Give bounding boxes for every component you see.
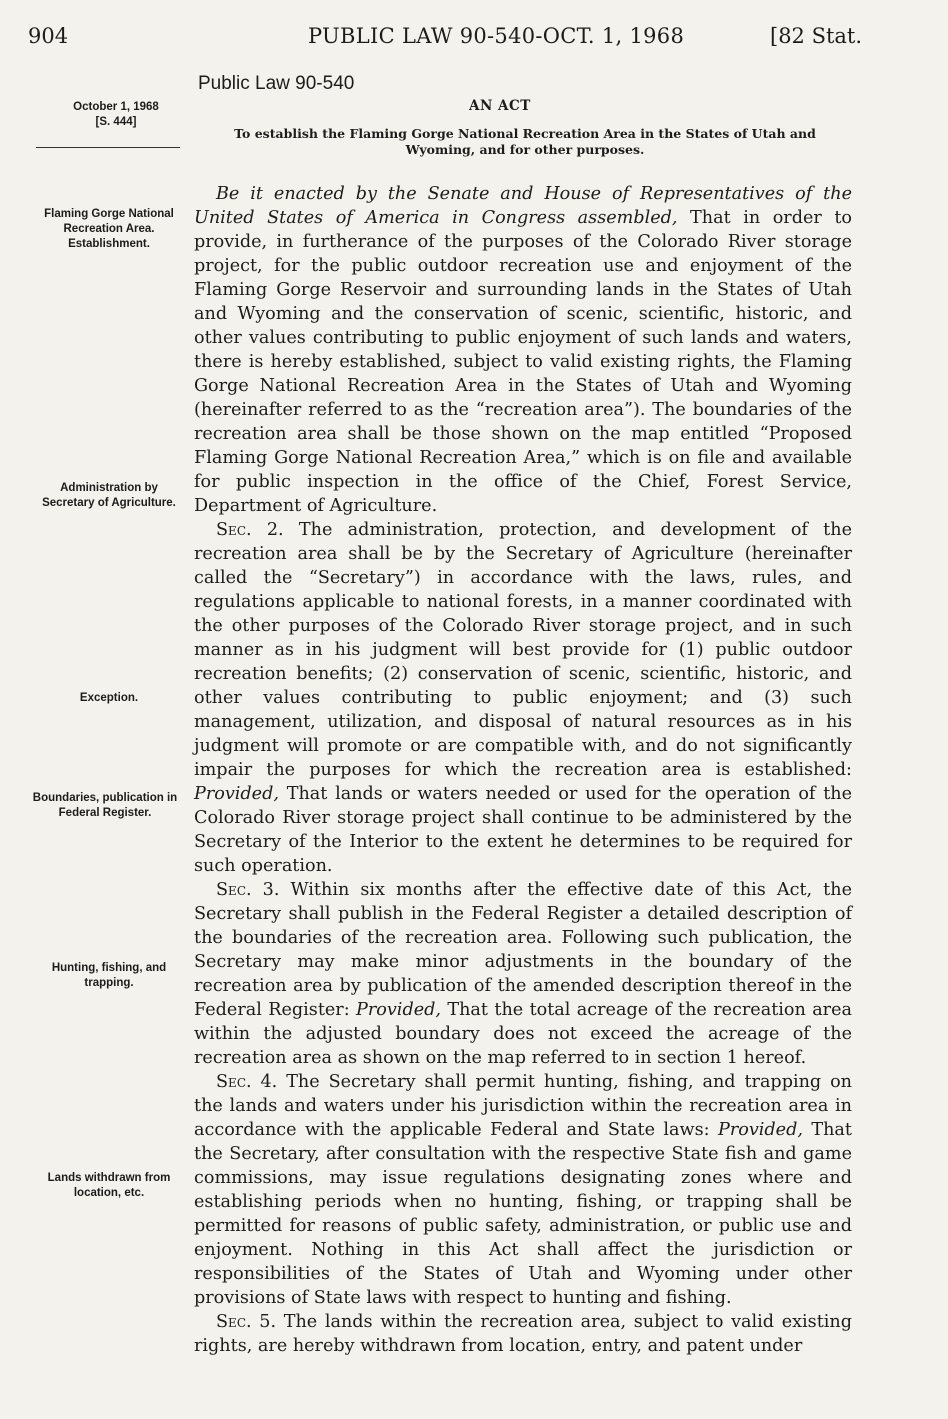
section-3	[194, 878, 852, 1070]
margin-note-administration: Administration by Secretary of Agriculture.	[42, 482, 176, 509]
margin-note-boundaries: Boundaries, publication in Federal Register.	[32, 792, 178, 819]
statute-reference: [82 Stat.	[770, 24, 863, 48]
running-title: PUBLIC LAW 90-540-OCT. 1, 1968	[308, 24, 685, 48]
proviso-label: Provided,	[194, 784, 279, 804]
section-5	[194, 1310, 852, 1358]
section-1-text: That in order to provide, in furtherance of the purposes of the Colorado River storage project, for the public outdoor recreation use and enjoyment of the Flaming Gorge Reservoir and surrounding lands in the States of Utah and Wyoming and the conservation of scenic, scientific, historic, and other values contributing to public enjoyment of such lands and waters, there is hereby established, subject to valid existing rights, the Flaming Gorge National Recreation Area in the States of Utah and Wyoming (hereinafter referred to as the “recreation area”). The boundaries of the recreation area shall be those shown on the map entitled “Proposed Flaming Gorge National Recreation Area,” which is on file and available for public inspection in the office of the Chief, Forest Service, Department of Agriculture.	[194, 208, 852, 516]
act-purpose: To establish the Flaming Gorge National Recreation Area in the States of Utah and Wyoming, and for other purposes.	[234, 126, 816, 157]
margin-divider	[36, 147, 180, 148]
act-body	[194, 182, 852, 1358]
section-3-label: Sec. 3.	[216, 880, 280, 900]
margin-note-lands-withdrawn: Lands withdrawn from location, etc.	[47, 1172, 171, 1199]
section-2-proviso-text: That lands or waters needed or used for the operation of the Colorado River storage project shall continue to be administered by the Secretary of the Interior to the extent he determines to be required for such operation.	[194, 784, 853, 876]
enactment-date: October 1, 1968	[73, 101, 159, 113]
margin-note-exception: Exception.	[79, 692, 139, 704]
section-3-proviso-text: That the total acreage of the recreation area within the adjusted boundary does not exceed the acreage of the recreation area as shown on the map referred to in section 1 hereof.	[194, 1000, 852, 1068]
section-3-text: Within six months after the effective date of this Act, the Secretary shall publish in the Federal Register a detailed description of the boundaries of the recreation area. Following such publication, the Secretary may make minor adjustments in the boundary of the recreation area by publication of the amended description thereof in the Federal Register:	[194, 880, 852, 1020]
proviso-label: Provided,	[717, 1120, 803, 1140]
page-number: 904	[28, 24, 69, 48]
enactment-date-note	[50, 100, 182, 130]
section-4-proviso-text: That the Secretary, after consultation with the respective State fish and game commissions, may issue regulations designating zones where and establishing periods when no hunting, fishing, or trapping shall be permitted for reasons of public safety, administration, or public use and enjoyment. Nothing in this Act shall affect the jurisdiction or responsibilities of the States of Utah and Wyoming under other provisions of State laws with respect to hunting and fishing.	[194, 1120, 852, 1308]
section-4	[194, 1070, 852, 1310]
bill-number: [S. 444]	[95, 116, 137, 128]
section-2-text: The administration, protection, and development of the recreation area shall be by the Secretary of Agriculture (hereinafter called the “Secretary”) in accordance with the laws, rules, and regulations applicable to national forests, in a manner coordinated with the other purposes of the Colorado River storage project, and in such manner as in his judgment will best provide for (1) public outdoor recreation benefits; (2) conservation of scenic, scientific, historic, and other values contributing to public enjoyment; and (3) such management, utilization, and disposal of natural resources as in his judgment will promote or are compatible with, and do not significantly impair the purposes for which the recreation area is established:	[194, 520, 852, 780]
margin-note-hunting: Hunting, fishing, and trapping.	[51, 962, 167, 989]
public-law-name: Public Law 90-540	[198, 73, 355, 94]
act-label: AN ACT	[469, 98, 531, 114]
section-2-label: Sec. 2.	[216, 520, 284, 540]
section-5-text: The lands within the recreation area, subject to valid existing rights, are hereby withdrawn from location, entry, and patent under	[194, 1312, 853, 1356]
section-1	[194, 182, 852, 518]
section-4-text: The Secretary shall permit hunting, fishing, and trapping on the lands and waters under his jurisdiction within the recreation area in accordance with the applicable Federal and State laws:	[194, 1072, 853, 1140]
margin-note-establishment: Flaming Gorge National Recreation Area. Establishment.	[44, 208, 174, 250]
proviso-label: Provided,	[356, 1000, 441, 1020]
section-2	[194, 518, 852, 878]
enacting-clause: Be it enacted by the Senate and House of Representatives of the United States of America in Congress assembled,	[194, 184, 852, 228]
section-4-label: Sec. 4.	[216, 1072, 278, 1092]
section-5-label: Sec. 5.	[216, 1312, 277, 1332]
